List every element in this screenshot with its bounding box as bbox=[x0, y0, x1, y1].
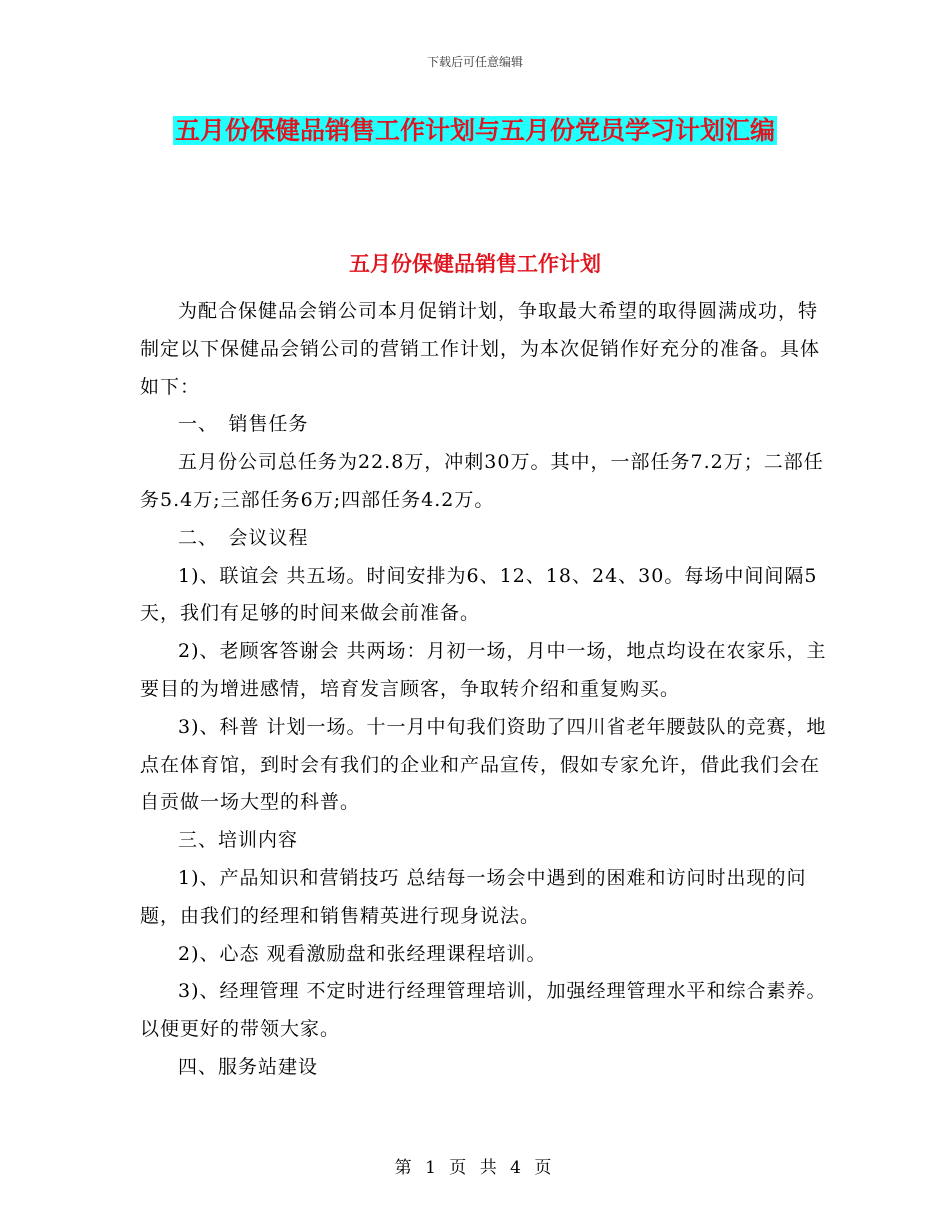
section-title: 五月份保健品销售工作计划 bbox=[349, 252, 601, 276]
page-footer: 第 1 页 共 4 页 bbox=[394, 1158, 556, 1178]
heading-sales-task: 一、 销售任务 bbox=[178, 413, 309, 436]
paragraph-training-3: 3)、经理管理 不定时进行经理管理培训，加强经理管理水平和综合素养。以便更好的带领大家。 bbox=[140, 980, 827, 1041]
paragraph-agenda-1: 1)、联谊会 共五场。时间安排为6、12、18、24、30。每场中间间隔5天，我们有足够的时间来做会前准备。 bbox=[140, 564, 818, 625]
paragraph-intro: 为配合保健品会销公司本月促销计划，争取最大希望的取得圆满成功，特制定以下保健品会销公司的营销工作计划，为本次促销作好充分的准备。具体如下： bbox=[140, 300, 821, 398]
paragraph-training-2: 2)、心态 观看激励盘和张经理课程培训。 bbox=[178, 942, 547, 965]
document-title-text: 五月份保健品销售工作计划与五月份党员学习计划汇编 bbox=[174, 116, 775, 145]
heading-meeting-agenda: 二、 会议议程 bbox=[178, 526, 309, 549]
header-note: 下载后可任意编辑 bbox=[426, 55, 523, 69]
heading-training: 三、培训内容 bbox=[178, 829, 299, 852]
paragraph-agenda-3: 3)、科普 计划一场。十一月中旬我们资助了四川省老年腰鼓队的竞赛，地点在体育馆，到时会有我们的企业和产品宣传，假如专家允许，借此我们会在自贡做一场大型的科普。 bbox=[140, 715, 827, 814]
document-title bbox=[140, 108, 810, 154]
body-text bbox=[140, 293, 835, 1087]
paragraph-training-1: 1)、产品知识和营销技巧 总结每一场会中遇到的困难和访问时出现的问题，由我们的经理和销售精英进行现身说法。 bbox=[140, 866, 807, 927]
heading-service-station: 四、服务站建设 bbox=[178, 1055, 319, 1078]
paragraph-sales-task: 五月份公司总任务为22.8万，冲刺30万。其中，一部任务7.2万；二部任务5.4万;三部任务6万;四部任务4.2万。 bbox=[140, 451, 824, 511]
paragraph-agenda-2: 2)、老顾客答谢会 共两场：月初一场，月中一场，地点均设在农家乐，主要目的为增进感情，培育发言顾客，争取转介绍和重复购买。 bbox=[140, 640, 827, 700]
